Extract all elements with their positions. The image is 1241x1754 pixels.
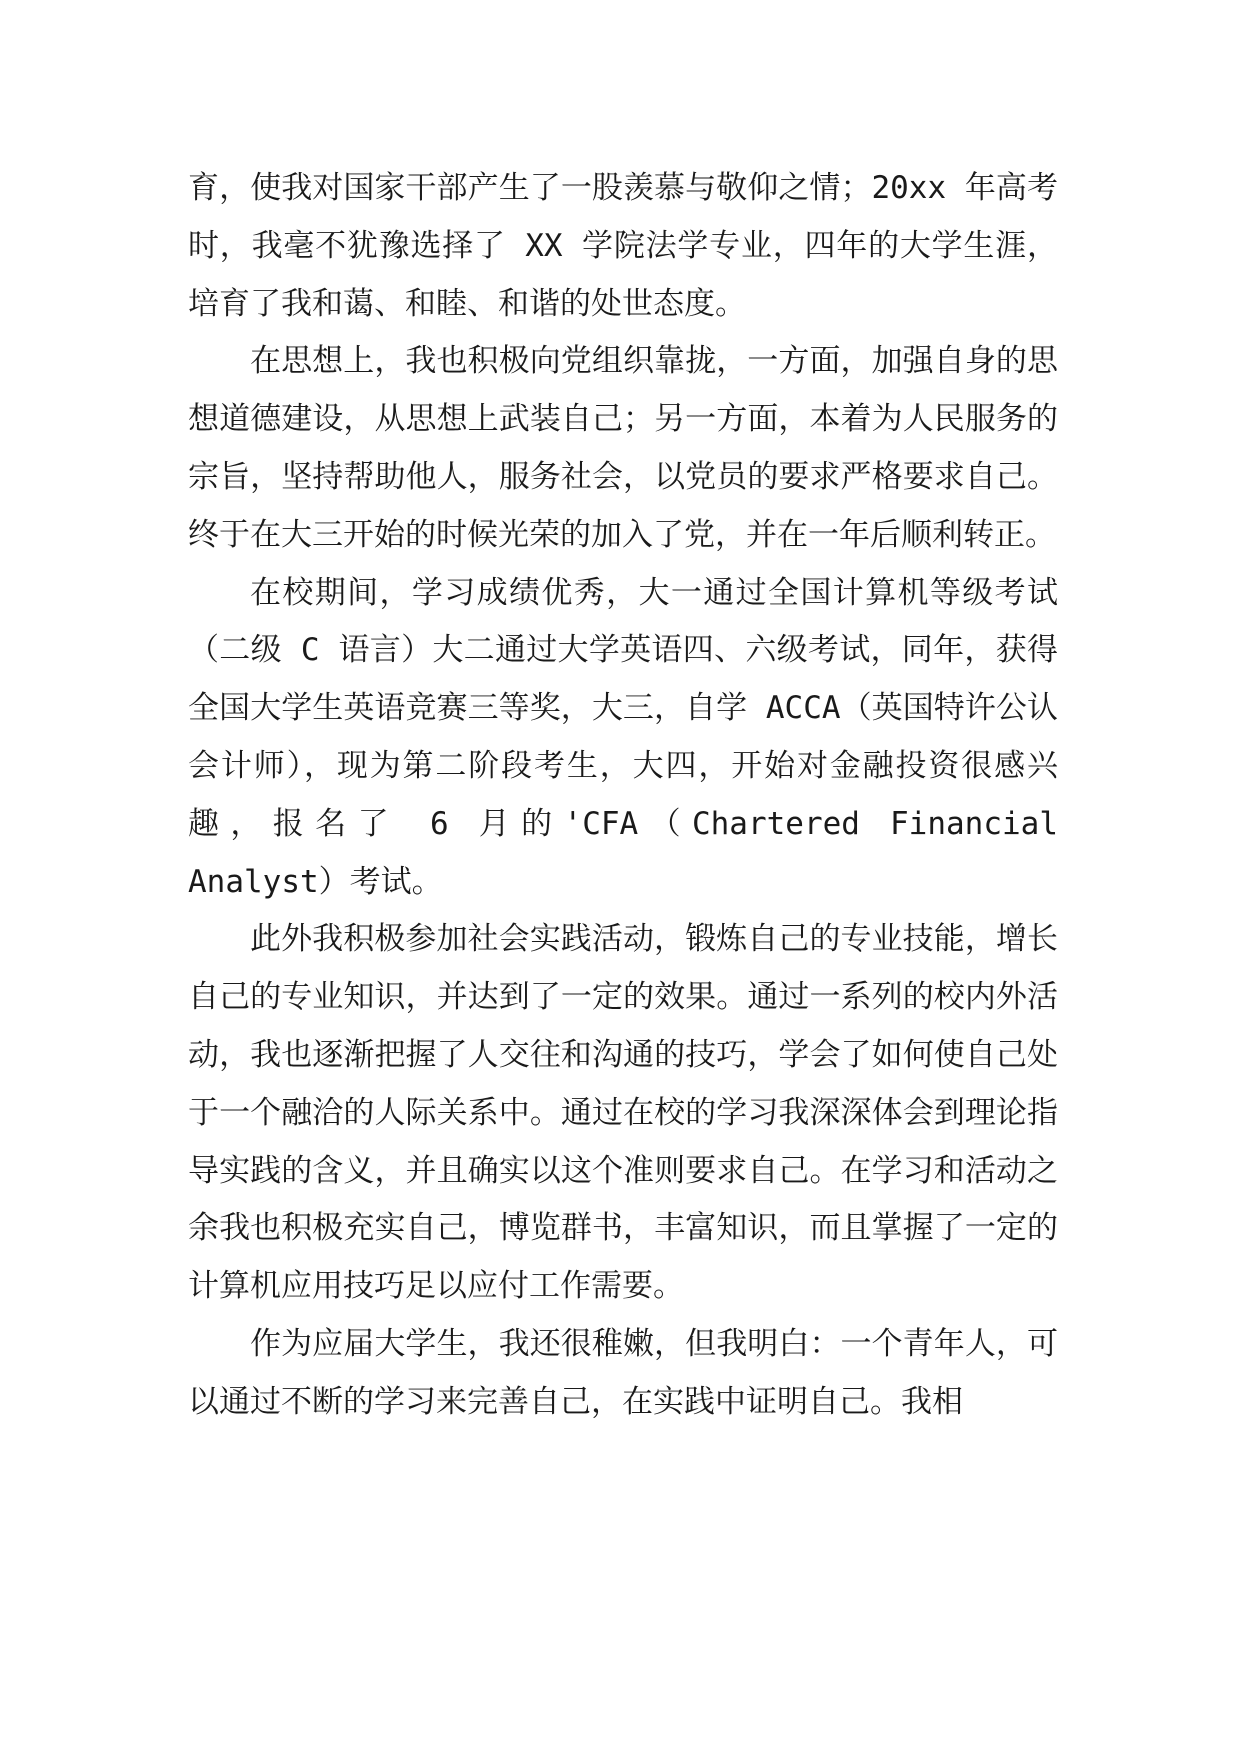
paragraph-4: 此外我积极参加社会实践活动，锻炼自己的专业技能，增长自己的专业知识，并达到了一定的效果。通过一系列的校内外活动，我也逐渐把握了人交往和沟通的技巧，学会了如何使自己处于一个融洽的人际关系中。通过在校的学习我深深体会到理论指导实践的含义，并且确实以这个准则要求自己。在学习和活动之余我也积极充实自己，博览群书，丰富知识，而且掌握了一定的计算机应用技巧足以应付工作需要。 <box>188 921 1058 1305</box>
paragraph-5: 作为应届大学生，我还很稚嫩，但我明白：一个青年人，可以通过不断的学习来完善自己，在实践中证明自己。我相 <box>188 1325 1058 1420</box>
paragraph-3: 在校期间，学习成绩优秀，大一通过全国计算机等级考试（二级 C 语言）大二通过大学英语四、六级考试，同年，获得全国大学生英语竞赛三等奖，大三，自学 ACCA（英国特许公认会计师），现为第二阶段考生，大四，开始对金融投资很感兴趣，报名了 6 月的'CFA（Chartered Financial Analyst）考试。 <box>188 574 1058 900</box>
paragraph-1: 育，使我对国家干部产生了一股羡慕与敬仰之情；20xx 年高考时，我毫不犹豫选择了 XX 学院法学专业，四年的大学生涯，培育了我和蔼、和睦、和谐的处世态度。 <box>188 170 1058 322</box>
document-body <box>188 160 1058 1432</box>
paragraph-2: 在思想上，我也积极向党组织靠拢，一方面，加强自身的思想道德建设，从思想上武装自己；另一方面，本着为人民服务的宗旨，坚持帮助他人，服务社会，以党员的要求严格要求自己。终于在大三开始的时候光荣的加入了党，并在一年后顺利转正。 <box>188 343 1058 553</box>
